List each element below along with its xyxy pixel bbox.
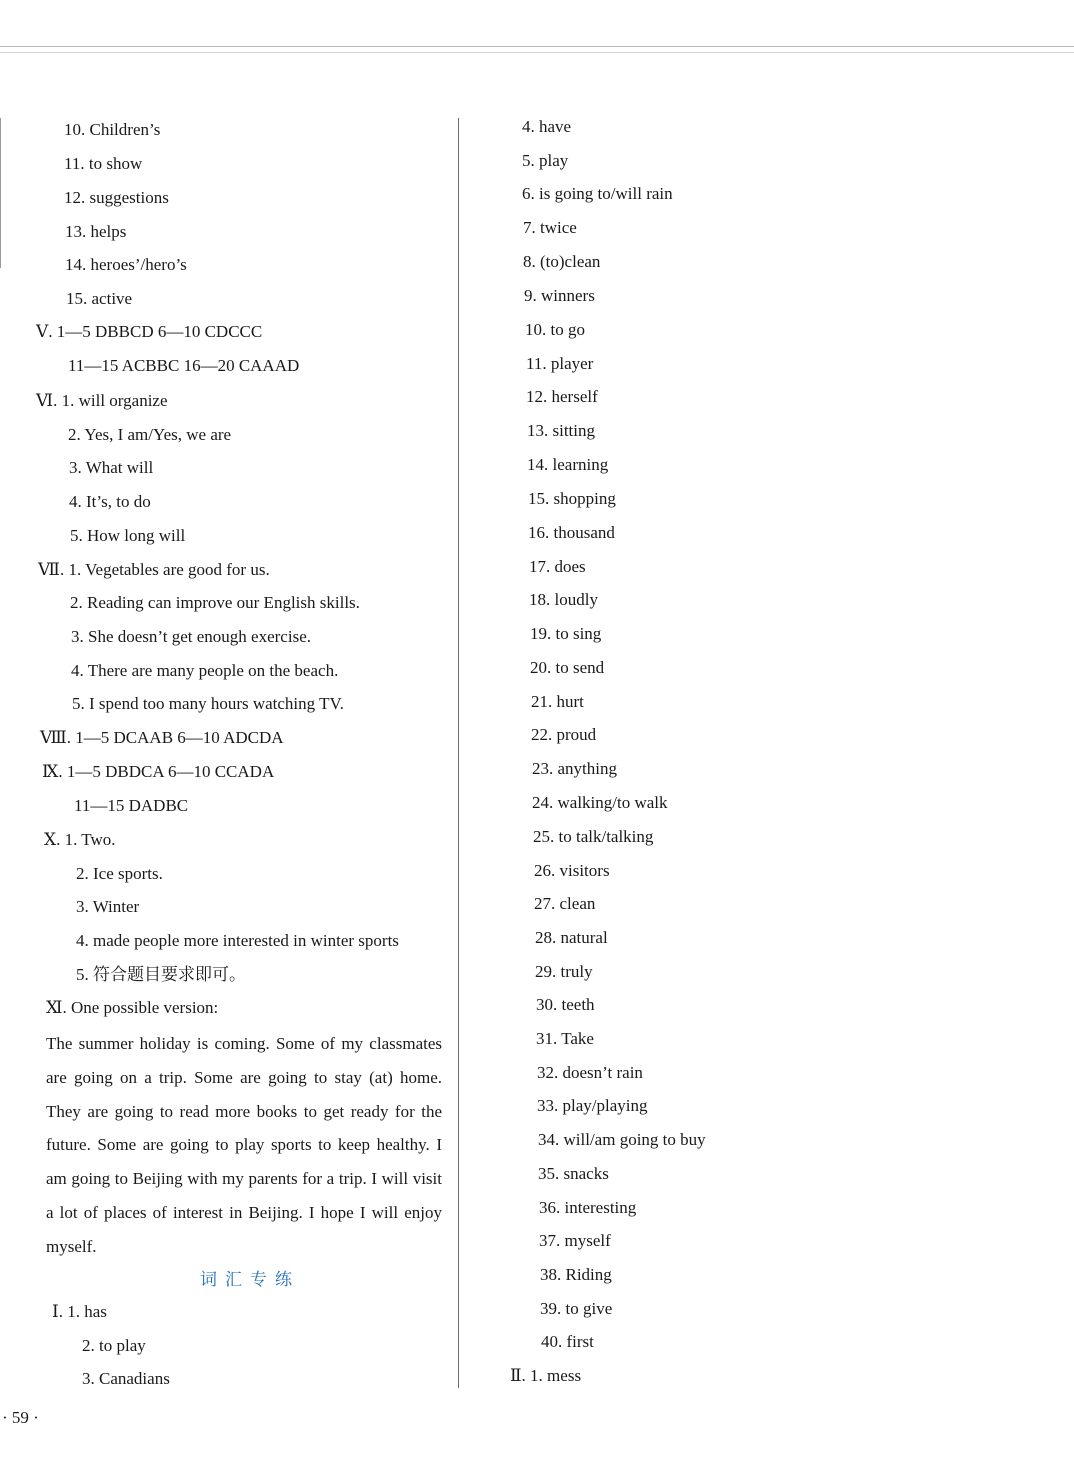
answer-line: 20. to send xyxy=(530,658,605,677)
answer-line: 34. will/am going to buy xyxy=(538,1130,706,1149)
answer-line: 22. proud xyxy=(531,725,597,744)
answer-line: Ⅵ. 1. will organize xyxy=(36,391,168,410)
answer-line: 26. visitors xyxy=(534,861,610,880)
answer-line: 21. hurt xyxy=(531,692,584,711)
answer-line: 4. It’s, to do xyxy=(69,492,151,511)
answer-line: Ⅰ. 1. has xyxy=(52,1302,107,1321)
answer-line: 32. doesn’t rain xyxy=(537,1063,643,1082)
answer-line: 5. How long will xyxy=(70,526,186,545)
answer-line: 39. to give xyxy=(540,1299,613,1318)
left-margin-rule xyxy=(0,118,1,268)
answer-line: 13. sitting xyxy=(527,421,596,440)
answer-line: 3. Winter xyxy=(76,897,140,916)
answer-line: 4. There are many people on the beach. xyxy=(71,661,339,680)
answer-line: Ⅺ. One possible version: xyxy=(46,998,219,1017)
answer-line: 6. is going to/will rain xyxy=(522,184,673,203)
answer-line: 5. play xyxy=(522,151,569,170)
answer-line: 4. have xyxy=(522,117,572,136)
answer-line: 13. helps xyxy=(65,222,127,241)
answer-line: 5. 符合题目要求即可。 xyxy=(76,965,246,984)
answer-line: 15. active xyxy=(66,289,133,308)
answer-line: 36. interesting xyxy=(539,1198,637,1217)
answer-line: 17. does xyxy=(529,557,586,576)
answer-line: 29. truly xyxy=(535,962,593,981)
answer-line: 38. Riding xyxy=(540,1265,612,1284)
answer-line: 4. made people more interested in winter sports xyxy=(76,931,399,950)
answer-line: 11—15 ACBBC 16—20 CAAAD xyxy=(68,356,300,375)
answer-line: 11. player xyxy=(526,354,594,373)
answer-line: 3. She doesn’t get enough exercise. xyxy=(71,627,311,646)
header-rule-secondary xyxy=(0,52,1074,53)
answer-line: 28. natural xyxy=(535,928,608,947)
answer-line: 2. Yes, I am/Yes, we are xyxy=(68,425,232,444)
answer-line: Ⅴ. 1—5 DBBCD 6—10 CDCCC xyxy=(36,322,263,341)
answer-line: Ⅹ. 1. Two. xyxy=(44,830,116,849)
section-title: 词汇专练 xyxy=(200,1270,300,1290)
answer-line: 24. walking/to walk xyxy=(532,793,668,812)
answer-line: 35. snacks xyxy=(538,1164,609,1183)
answer-line: 18. loudly xyxy=(529,590,598,609)
answer-line: 30. teeth xyxy=(536,995,595,1014)
answer-line: 3. What will xyxy=(69,458,154,477)
answer-line: Ⅸ. 1—5 DBDCA 6—10 CCADA xyxy=(42,762,275,781)
answer-line: 23. anything xyxy=(532,759,617,778)
answer-line: 37. myself xyxy=(539,1231,611,1250)
answer-line: Ⅷ. 1—5 DCAAB 6—10 ADCDA xyxy=(40,728,284,747)
answer-line: 16. thousand xyxy=(528,523,615,542)
answer-line: 10. Children’s xyxy=(64,120,161,139)
answer-line: 14. heroes’/hero’s xyxy=(65,255,187,274)
answer-line: 11—15 DADBC xyxy=(74,796,189,815)
column-divider xyxy=(458,118,459,1388)
answer-line: 14. learning xyxy=(527,455,609,474)
answer-line: 8. (to)clean xyxy=(523,252,601,271)
sample-essay: The summer holiday is coming. Some of my classmates are going on a trip. Some are going to stay (at) home. They are going to read more books to get ready for the future. Some are going to play sports to keep healthy. I am going to Beijing with my parents for a trip. I will visit a lot of places of interest in Beijing. I hope I will enjoy myself. xyxy=(46,1034,442,1256)
answer-line: 7. twice xyxy=(523,218,577,237)
answer-line: 12. herself xyxy=(526,387,598,406)
answer-line: 2. to play xyxy=(82,1336,146,1355)
answer-line: 9. winners xyxy=(524,286,595,305)
answer-line: 10. to go xyxy=(525,320,585,339)
answer-line: 3. Canadians xyxy=(82,1369,170,1388)
answer-line: 2. Reading can improve our English skills. xyxy=(70,593,360,612)
answer-line: 15. shopping xyxy=(528,489,616,508)
answer-line: 11. to show xyxy=(64,154,143,173)
answer-line: 25. to talk/talking xyxy=(533,827,654,846)
page-number: · 59 · xyxy=(2,1408,39,1427)
answer-line: Ⅱ. 1. mess xyxy=(510,1366,582,1385)
answer-line: 2. Ice sports. xyxy=(76,864,163,883)
header-rule xyxy=(0,46,1074,47)
answer-line: 5. I spend too many hours watching TV. xyxy=(72,694,344,713)
answer-line: 27. clean xyxy=(534,894,596,913)
answer-line: 19. to sing xyxy=(530,624,602,643)
answer-line: 12. suggestions xyxy=(64,188,169,207)
answer-line: Ⅶ. 1. Vegetables are good for us. xyxy=(38,560,270,579)
answer-line: 33. play/playing xyxy=(537,1096,648,1115)
answer-line: 31. Take xyxy=(536,1029,594,1048)
answer-line: 40. first xyxy=(541,1332,594,1351)
